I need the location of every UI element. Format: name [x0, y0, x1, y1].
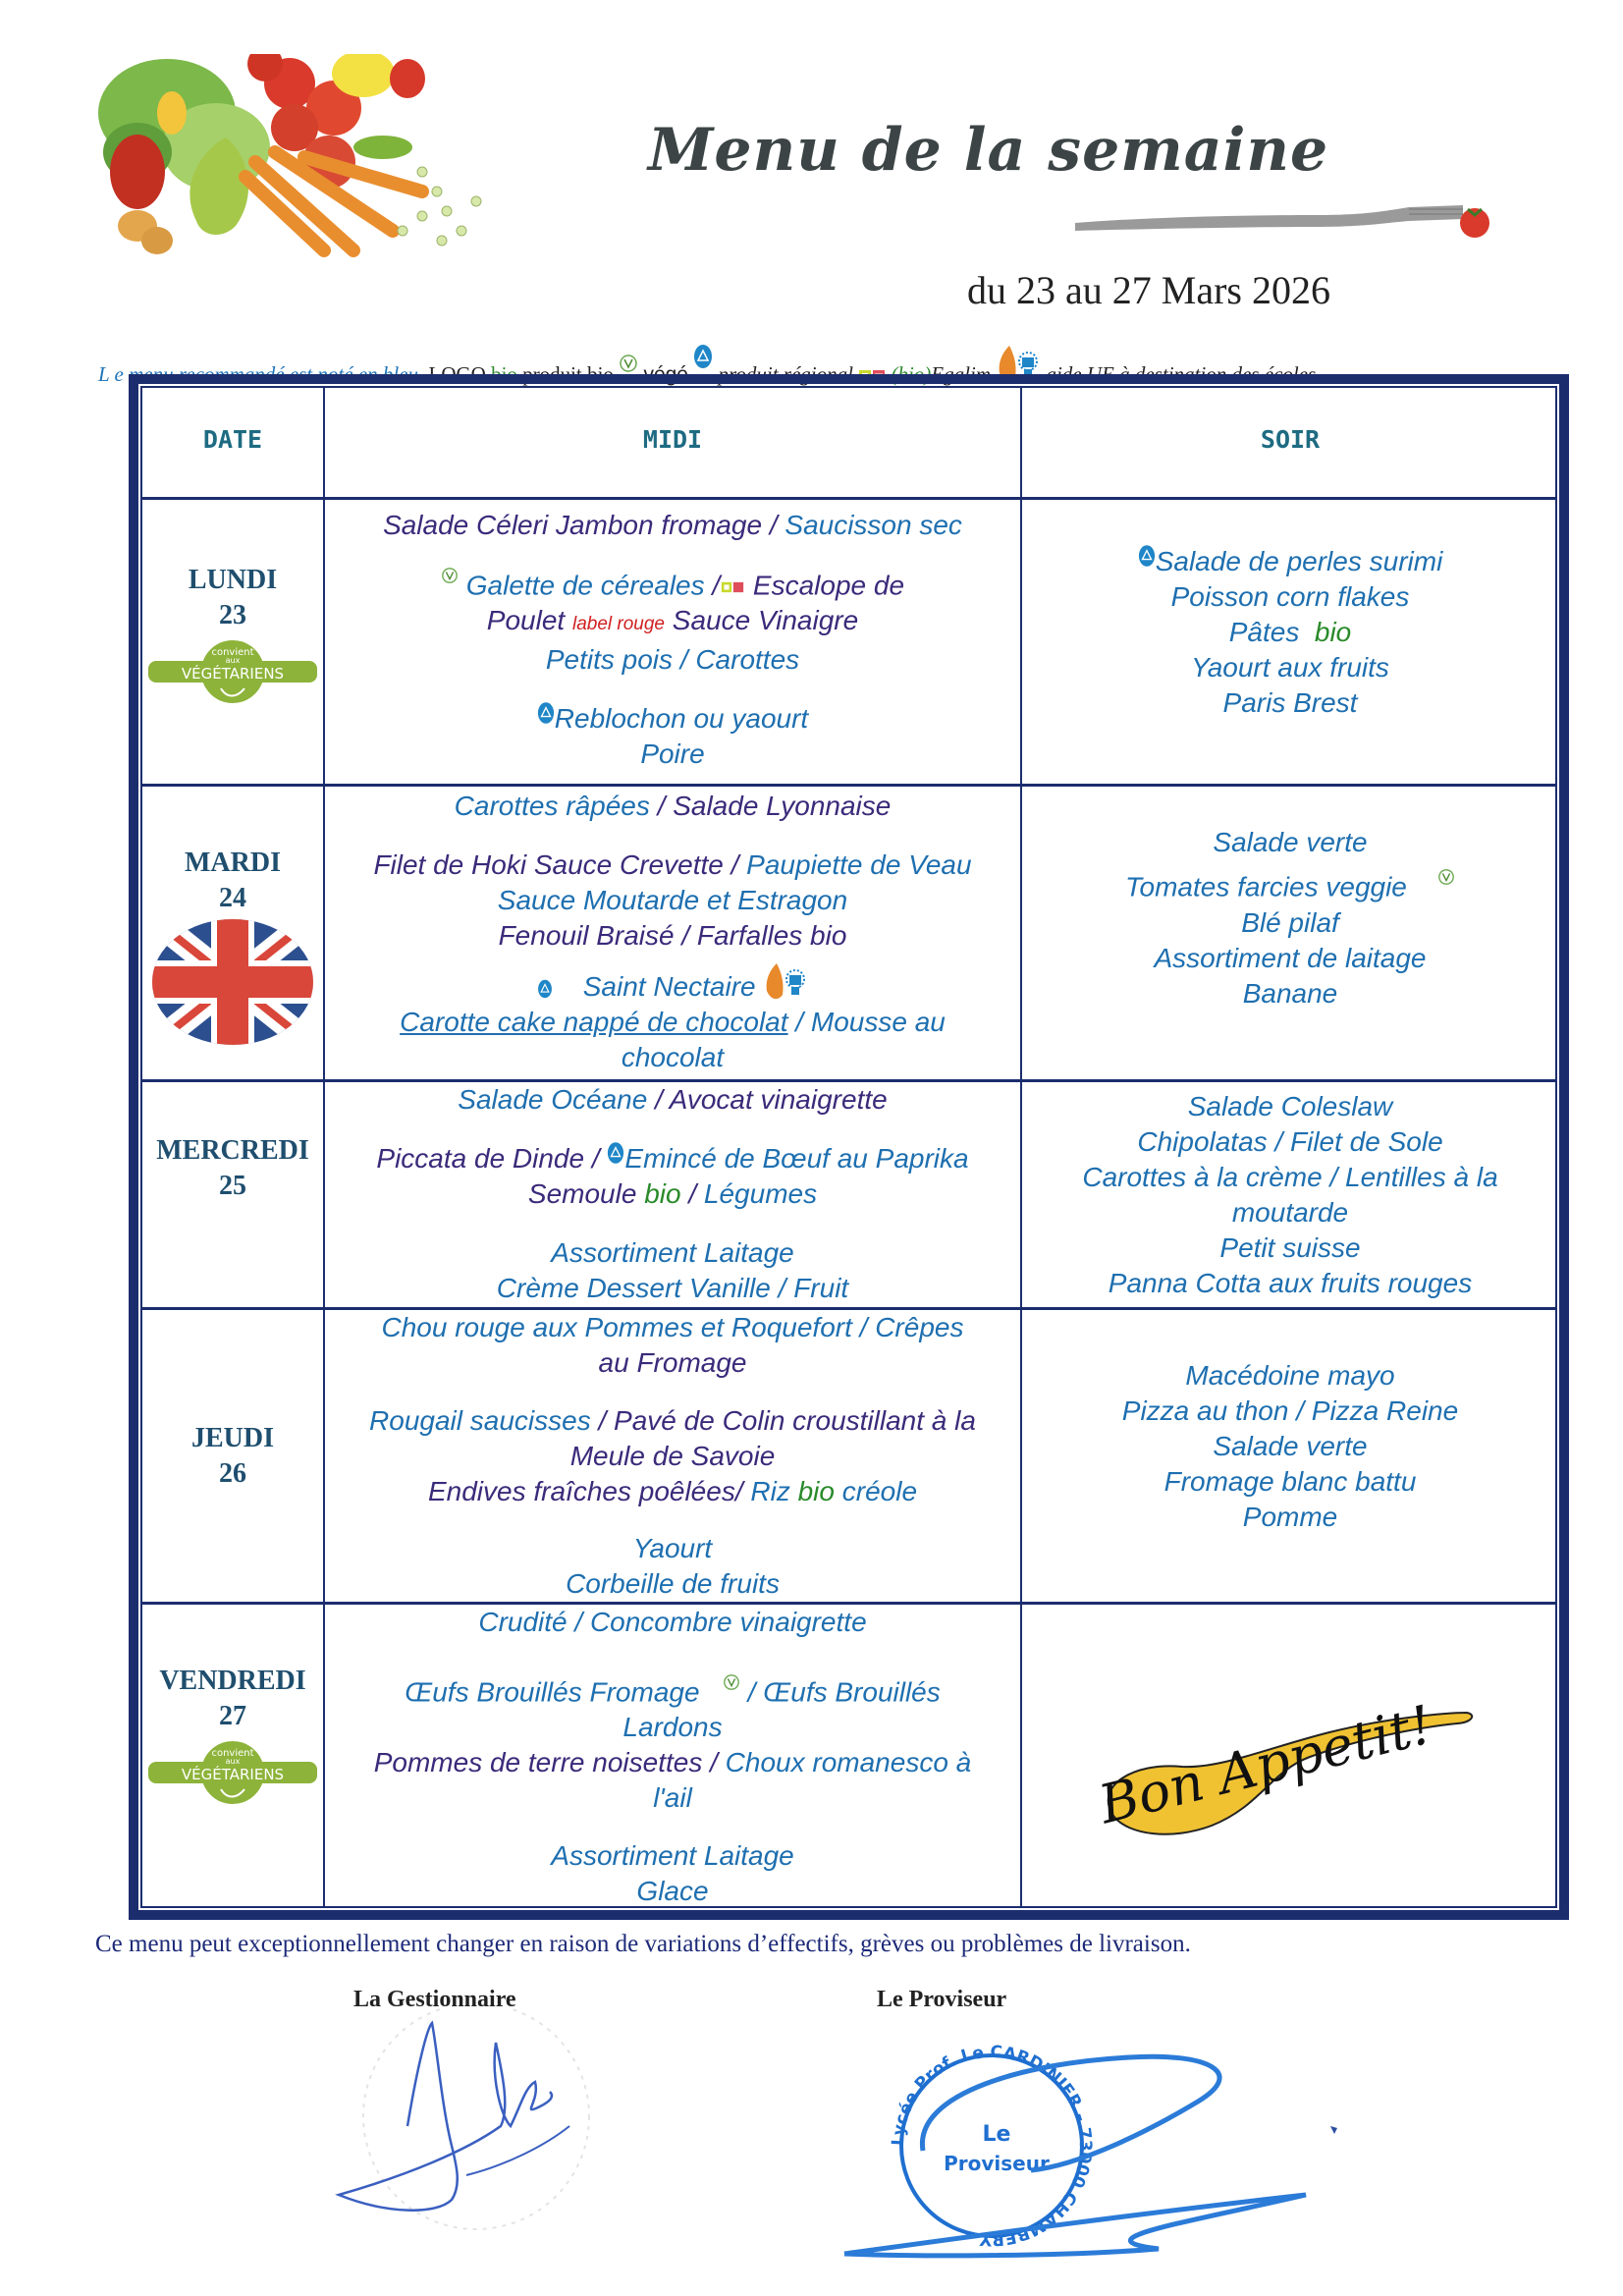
- meal-item: Riz: [742, 1475, 798, 1506]
- legend-produit-regional: produit régional: [718, 362, 853, 386]
- red-pepper: [110, 135, 165, 209]
- separator: /: [762, 510, 785, 540]
- date-range: du 23 au 27 Mars 2026: [967, 268, 1330, 312]
- meal-item: Fenouil Braisé / Farfalles bio: [498, 920, 847, 951]
- page-title: Menu de la semaine: [648, 116, 1329, 185]
- legend-produit-bio: produit bio: [522, 362, 614, 386]
- legend-bio-word: bio: [491, 362, 517, 386]
- meal-item: Pommes de terre noisettes /: [373, 1747, 718, 1778]
- meal-item: Saucisson sec: [784, 510, 962, 540]
- meal-item: Salade de perles surimi: [1155, 545, 1443, 576]
- disclaimer: Ce menu peut exceptionnellement changer en raison de variations d’effectifs, grèves ou problèmes de livraison.: [95, 1931, 1191, 1957]
- meal-item: Lardons: [622, 1712, 723, 1743]
- vegetarian-badge: [146, 1738, 319, 1807]
- veg-badge-main: VÉGÉTARIENS: [181, 665, 285, 683]
- meal-item: Poisson corn flakes: [1170, 580, 1410, 612]
- bon-appetit-text: Bon Appetit!: [1093, 1693, 1438, 1836]
- veg-badge-mid: aux: [225, 1757, 241, 1766]
- meal-item: Salade verte: [1213, 1430, 1368, 1461]
- day-cell-lundi: [142, 500, 323, 784]
- meal-item: moutarde: [1231, 1196, 1349, 1228]
- carrots: [245, 152, 422, 250]
- meal-item: Macédoine mayo: [1185, 1359, 1395, 1391]
- separator: /: [704, 570, 721, 601]
- day-number: 23: [219, 600, 246, 630]
- meal-item: Escalope de: [745, 570, 905, 601]
- meal-item: Tomates farcies veggie: [1124, 871, 1407, 902]
- meal-item: Fromage blanc battu: [1163, 1465, 1417, 1497]
- midi-cell-lundi: [325, 500, 1020, 784]
- meal-item: Chipolatas / Filet de Sole: [1137, 1125, 1443, 1157]
- meal-item: / Œufs Brouillés: [739, 1676, 941, 1708]
- soir-cell-jeudi: [1022, 1310, 1558, 1602]
- meal-item: Blé pilaf: [1241, 906, 1339, 938]
- day-name: MERCREDI: [156, 1135, 309, 1166]
- legend-logo: LOGO: [428, 362, 486, 386]
- egalim-label-icon: [720, 581, 745, 593]
- meal-item: Petit suisse: [1219, 1231, 1361, 1263]
- meal-item: Glace: [636, 1876, 709, 1906]
- day-name: MARDI: [185, 847, 281, 878]
- stamp-center-line2: Proviseur: [944, 2152, 1050, 2175]
- day-cell-jeudi: [142, 1310, 323, 1602]
- header-midi: MIDI: [642, 425, 703, 454]
- meal-item: Pizza au thon / Pizza Reine: [1121, 1394, 1459, 1426]
- vege-leaf-icon: [723, 1673, 740, 1691]
- signatory-proviseur: Le Proviseur: [877, 1987, 1007, 2012]
- separator: /: [680, 1178, 704, 1209]
- veg-badge-main: VÉGÉTARIENS: [181, 1766, 285, 1783]
- meal-item: / Salade Lyonnaise: [649, 791, 892, 821]
- meal-item: Sauce Vinaigre: [665, 605, 859, 636]
- midi-cell-jeudi: [325, 1310, 1020, 1602]
- legend-egalim: Egalim: [931, 362, 991, 386]
- meal-item: Assortiment de laitage: [1154, 942, 1427, 973]
- peas: [398, 167, 481, 246]
- meal-item: Galette de céreales: [465, 570, 705, 601]
- soir-cell-vendredi: [1022, 1605, 1558, 1909]
- vegetarian-badge: [146, 637, 319, 706]
- meal-item: l'ail: [653, 1782, 692, 1814]
- regional-product-icon: [607, 1141, 624, 1165]
- vege-leaf-icon: [619, 354, 638, 373]
- meal-item: Corbeille de fruits: [566, 1568, 780, 1599]
- day-name: VENDREDI: [159, 1666, 306, 1696]
- midi-cell-mercredi: [325, 1082, 1020, 1307]
- label-rouge-tag: label rouge: [571, 614, 665, 635]
- bio-tag: bio: [644, 1178, 681, 1209]
- strawberry: [390, 59, 425, 98]
- meal-item: Assortiment Laitage: [551, 1237, 794, 1268]
- meal-item: Crème Dessert Vanille / Fruit: [496, 1273, 849, 1303]
- meal-item: Chou rouge aux Pommes et Roquefort / Crêpes: [381, 1312, 964, 1342]
- meal-item: Saint Nectaire: [582, 971, 756, 1002]
- meal-item: Salade Coleslaw: [1187, 1090, 1393, 1121]
- meal-item: / Mousse au: [787, 1007, 946, 1037]
- meal-item: Paris Brest: [1222, 686, 1358, 718]
- meal-item: Piccata de Dinde /: [376, 1143, 608, 1174]
- menu-table: [129, 374, 1569, 1920]
- cherry-tomato: [1460, 208, 1489, 238]
- day-number: 25: [219, 1171, 246, 1201]
- table-inner-frame: [140, 386, 1557, 1908]
- regional-product-icon: [1138, 544, 1156, 568]
- bon-appetit-spoon-illustration: [1074, 1659, 1506, 1855]
- soir-cell-mardi: [1022, 787, 1558, 1079]
- day-number: 27: [219, 1701, 246, 1731]
- signatory-gestionnaire: La Gestionnaire: [353, 1987, 516, 2012]
- meal-item: au Fromage: [598, 1347, 747, 1378]
- meal-item: Choux romanesco à: [717, 1747, 972, 1778]
- meal-item: Banane: [1242, 977, 1338, 1009]
- legend-recommended: L e menu recommandé est noté en bleu.: [98, 362, 424, 386]
- meal-item: Petits pois / Carottes: [545, 644, 800, 676]
- peapod: [353, 136, 412, 159]
- day-name: JEUDI: [190, 1422, 274, 1453]
- meal-item: Yaourt: [632, 1533, 713, 1563]
- regional-product-icon: [537, 979, 553, 999]
- meal-item: chocolat: [621, 1042, 725, 1072]
- signature-stroke: [339, 2023, 552, 2211]
- header-date: DATE: [202, 425, 263, 454]
- day-number: 24: [219, 883, 246, 913]
- meal-item: Œufs Brouillés Fromage: [405, 1676, 700, 1708]
- meal-item: Sauce Moutarde et Estragon: [497, 885, 848, 915]
- meal-item: Filet de Hoki Sauce Crevette /: [373, 849, 739, 880]
- regional-product-icon: [537, 701, 555, 725]
- day-cell-mercredi: [142, 1082, 323, 1307]
- meal-item: Reblochon ou yaourt: [554, 703, 809, 735]
- stamp-ring-text: Lycée Prof. Le CARDINIER – 73000 CHAMBERY: [888, 2042, 1096, 2250]
- midi-cell-mardi: [325, 787, 1020, 1079]
- fork-icon: [1070, 201, 1497, 241]
- meal-item: Semoule: [527, 1178, 645, 1209]
- day-number: 26: [219, 1457, 246, 1489]
- onions: [118, 210, 173, 254]
- header-soir: SOIR: [1260, 425, 1321, 454]
- vege-leaf-icon: [441, 567, 459, 584]
- meal-item: / Avocat vinaigrette: [647, 1084, 888, 1115]
- meal-item: Salade verte: [1213, 827, 1368, 858]
- meal-item: Yaourt aux fruits: [1191, 651, 1389, 683]
- meal-item: Salade Céleri Jambon fromage: [383, 510, 763, 540]
- stamp-center-line1: Le: [982, 2122, 1011, 2147]
- meal-item: Poire: [640, 738, 705, 770]
- meal-item: créole: [834, 1475, 918, 1506]
- soir-cell-mercredi: [1022, 1082, 1558, 1307]
- meal-item: Endives fraîches poêlées/: [427, 1475, 743, 1506]
- bio-tag: bio: [1314, 616, 1352, 647]
- meal-item: Rougail saucisses: [369, 1404, 591, 1436]
- meal-item: Poulet: [486, 605, 572, 636]
- meal-item: Meule de Savoie: [569, 1440, 776, 1471]
- day-cell-mardi: [142, 787, 323, 1079]
- uk-flag-icon: [150, 916, 315, 1048]
- meal-item: Pomme: [1242, 1501, 1338, 1532]
- meal-item: Légumes: [703, 1178, 818, 1209]
- veg-badge-top: convient: [211, 647, 254, 658]
- meal-item: Salade Océane: [458, 1084, 648, 1115]
- vege-leaf-icon: [1437, 868, 1455, 886]
- meal-item: Emincé de Bœuf au Paprika: [624, 1143, 969, 1174]
- legend-aide-ue: aide UE à destination des écoles: [1046, 362, 1317, 386]
- yellow-pepper: [157, 91, 187, 135]
- legend-egalim-bio: (bio): [891, 362, 932, 386]
- meal-item: Carottes râpées: [454, 791, 650, 821]
- vegetables-illustration: [98, 54, 648, 260]
- soir-cell-lundi: [1022, 500, 1558, 784]
- legend-vege: végé: [643, 363, 688, 386]
- meal-item: Carotte cake nappé de chocolat: [400, 1007, 788, 1037]
- meal-item: Paupiette de Veau: [738, 849, 972, 880]
- eu-school-aid-icon: [763, 961, 808, 1005]
- day-cell-vendredi: [142, 1605, 323, 1909]
- veg-badge-mid: aux: [225, 656, 241, 665]
- proviseur-stamp-signature: [835, 2033, 1365, 2259]
- meal-item: Assortiment Laitage: [551, 1840, 794, 1871]
- midi-cell-vendredi: [325, 1605, 1020, 1909]
- meal-item: Panna Cotta aux fruits rouges: [1108, 1267, 1473, 1298]
- meal-item: Carottes à la crème / Lentilles à la: [1082, 1161, 1498, 1192]
- gestionnaire-signature: [329, 2008, 653, 2264]
- regional-product-icon: [693, 344, 713, 369]
- bio-tag: bio: [797, 1475, 835, 1506]
- meal-item: Pâtes: [1228, 616, 1300, 647]
- day-name: LUNDI: [188, 565, 278, 595]
- meal-item: / Pavé de Colin croustillant à la: [590, 1404, 976, 1436]
- veg-badge-top: convient: [211, 1748, 254, 1759]
- meal-item: Crudité / Concombre vinaigrette: [478, 1607, 867, 1637]
